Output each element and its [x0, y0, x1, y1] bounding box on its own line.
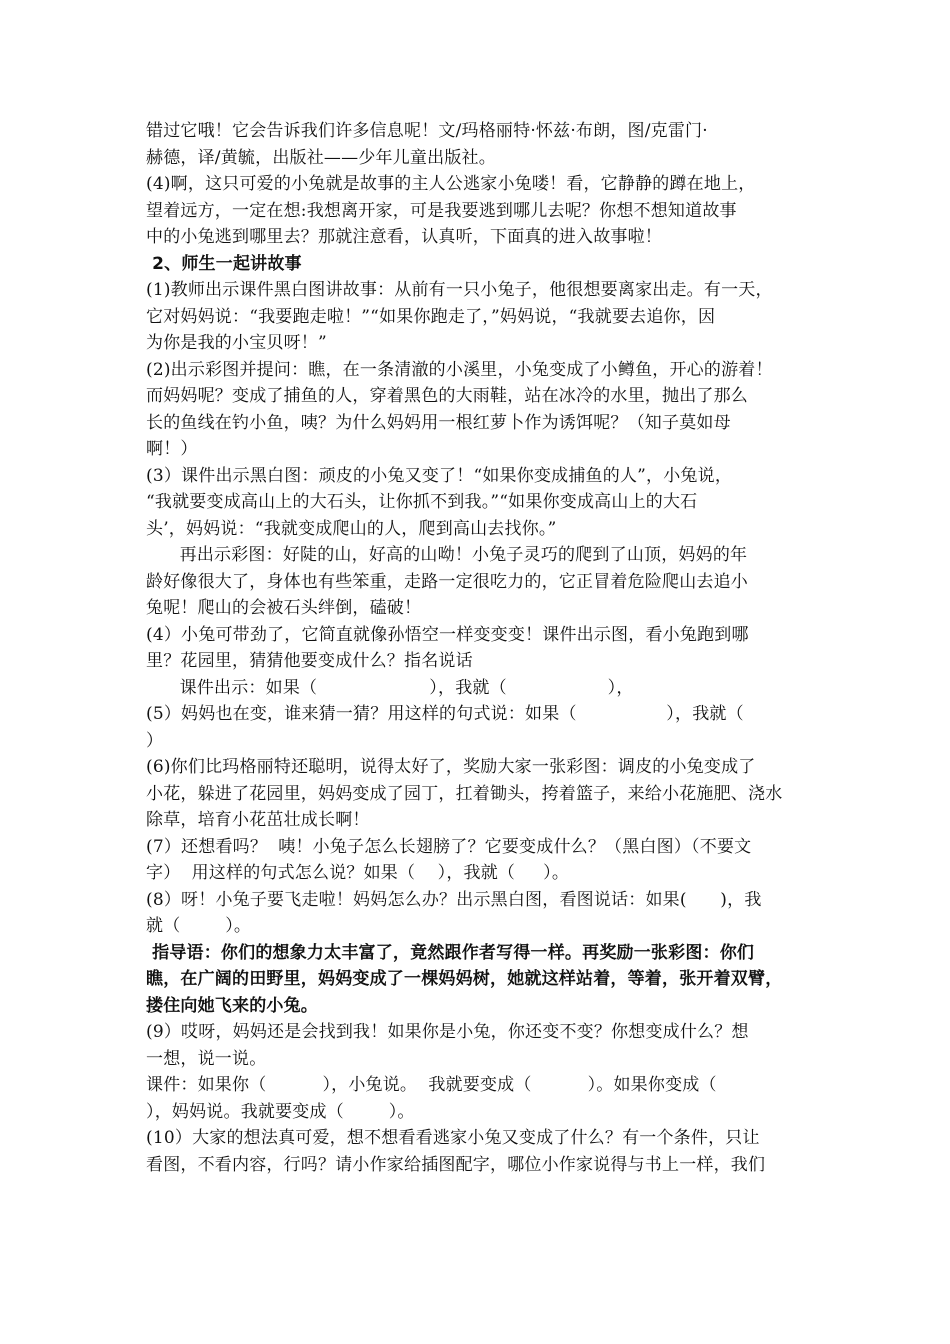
text-line: 一想，说一说。	[146, 1048, 267, 1069]
text-line: ），妈妈说。我就要变成（ ）。	[146, 1101, 415, 1122]
guidance-text: 搂住向她飞来的小兔。	[146, 995, 318, 1016]
text-line: 头’，妈妈说：“我就变成爬山的人，爬到高山去找你。”	[146, 518, 557, 539]
text-line: (4）小兔可带劲了，它简直就像孙悟空一样变变变！课件出示图，看小兔跑到哪	[146, 624, 749, 645]
text-line: (8）呀！小兔子要飞走啦！妈妈怎么办？出示黑白图，看图说话：如果( )，我	[146, 889, 762, 910]
text-line: 赫德，译/黄毓，出版社——少年儿童出版社。	[146, 147, 496, 168]
text-line: 字） 用这样的句式怎么说？如果（ ），我就（ ）。	[146, 863, 570, 883]
guidance-text: 指导语：你们的想象力太丰富了，竟然跟作者写得一样。再奖励一张彩图：你们	[146, 942, 755, 963]
text-line: (9）哎呀，妈妈还是会找到我！如果你是小兔，你还变不变？你想变成什么？想	[146, 1022, 749, 1042]
text-line: 再出示彩图：好陡的山，好高的山呦！小兔子灵巧的爬到了山顶，妈妈的年	[146, 545, 748, 565]
section-heading: 2、师生一起讲故事	[146, 253, 302, 274]
text-line: 看图，不看内容，行吗？请小作家给插图配字，哪位小作家说得与书上一样，我们	[146, 1154, 766, 1175]
text-line: 为你是我的小宝贝呀！”	[146, 333, 327, 353]
text-line: 而妈妈呢？变成了捕鱼的人，穿着黑色的大雨鞋，站在冰冷的水里，抛出了那么	[146, 386, 748, 406]
text-line: 中的小兔逃到哪里去？那就注意看，认真听，下面真的进入故事啦！	[146, 227, 662, 247]
text-line: ）	[146, 730, 164, 751]
text-line: 望着远方，一定在想:我想离开家，可是我要逃到哪儿去呢？你想不想知道故事	[146, 200, 737, 221]
text-line: 兔呢！爬山的会被石头绊倒，磕破！	[146, 598, 422, 618]
text-line: “我就要变成高山上的大石头，让你抓不到我。”“如果你变成高山上的大石	[146, 492, 698, 512]
text-line: 错过它哦！它会告诉我们许多信息呢！文/玛格丽特·怀兹·布朗，图/克雷门·	[146, 121, 708, 141]
text-line: 长的鱼线在钓小鱼，咦？为什么妈妈用一根红萝卜作为诱饵呢？（知子莫如母	[146, 412, 731, 433]
text-line: (4)啊，这只可爱的小兔就是故事的主人公逃家小兔喽！看，它静静的蹲在地上，	[146, 174, 756, 194]
text-line: (1)教师出示课件黑白图讲故事：从前有一只小兔子，他很想要离家出走。有一天，	[146, 280, 773, 300]
text-line: (3）课件出示黑白图：顽皮的小兔又变了！“如果你变成捕鱼的人”，小兔说，	[146, 465, 733, 486]
text-line: (10）大家的想法真可爱，想不想看看逃家小兔又变成了什么？有一个条件，只让	[146, 1128, 760, 1148]
text-line: (2)出示彩图并提问：瞧，在一条清澈的小溪里，小兔变成了小鳟鱼，开心的游着！	[146, 359, 773, 380]
text-line: (7）还想看吗？ 咦！小兔子怎么长翅膀了？它要变成什么？（黑白图）（不要文	[146, 836, 752, 857]
text-line: (5）妈妈也在变，谁来猜一猜？用这样的句式说：如果（ ），我就（	[146, 704, 744, 724]
text-line: 课件出示：如果（ ），我就（ ），	[146, 677, 634, 698]
text-line: 龄好像很大了，身体也有些笨重，走路一定很吃力的，它正冒着危险爬山去追小	[146, 571, 748, 592]
text-line: (6)你们比玛格丽特还聪明，说得太好了，奖励大家一张彩图：调皮的小兔变成了	[146, 757, 756, 777]
text-line: 啊！）	[146, 439, 198, 459]
text-line: 小花，躲进了花园里，妈妈变成了园丁，扛着锄头，挎着篮子，来给小花施肥、浇水	[146, 783, 783, 804]
text-line: 它对妈妈说：“我要跑走啦！”“如果你跑走了，”妈妈说，“我就要去追你，因	[146, 306, 716, 327]
document-page	[146, 118, 810, 1178]
guidance-text: 瞧，在广阔的田野里，妈妈变成了一棵妈妈树，她就这样站着，等着，张开着双臂，	[146, 969, 783, 989]
text-line: 课件：如果你（ ），小兔说。 我就要变成（ ）。如果你变成（	[146, 1075, 717, 1095]
text-line: 除草，培育小花茁壮成长啊！	[146, 810, 370, 830]
text-line: 就（ ）。	[146, 916, 252, 936]
text-line: 里？花园里，猜猜他要变成什么？指名说话	[146, 651, 473, 671]
